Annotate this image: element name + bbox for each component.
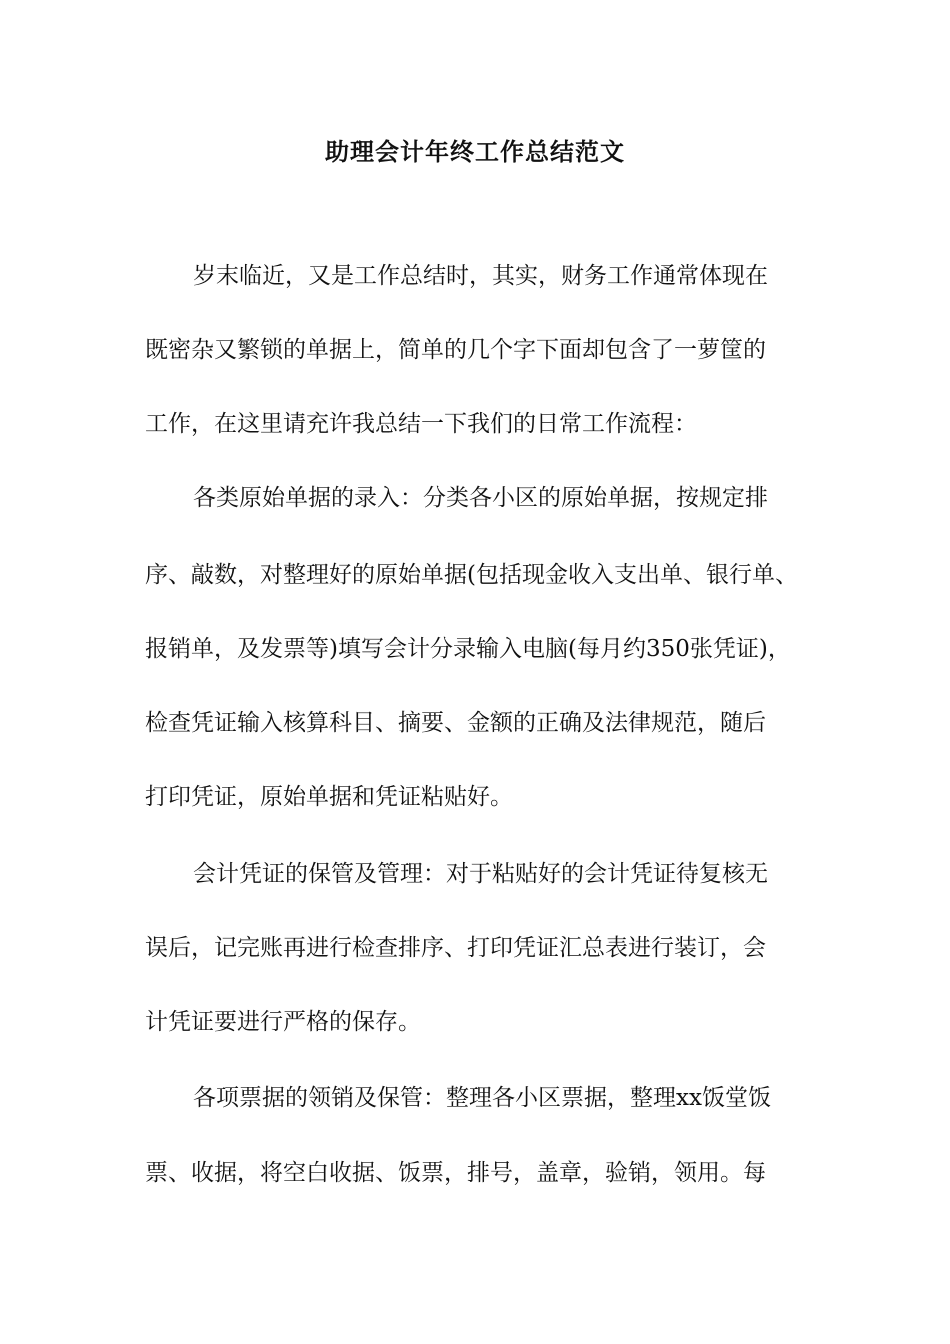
paragraph-line: 报销单，及发票等)填写会计分录输入电脑(每月约350张凭证)， — [145, 636, 791, 662]
paragraph-line: 检查凭证输入核算科目、摘要、金额的正确及法律规范，随后 — [145, 710, 766, 736]
paragraph-line: 工作，在这里请充许我总结一下我们的日常工作流程： — [145, 411, 697, 437]
paragraph-line: 各项票据的领销及保管：整理各小区票据，整理xx饭堂饭 — [193, 1085, 771, 1111]
paragraph-line: 岁末临近，又是工作总结时，其实，财务工作通常体现在 — [193, 263, 768, 289]
document-title: 助理会计年终工作总结范文 — [325, 137, 625, 166]
paragraph-line: 序、敲数，对整理好的原始单据(包括现金收入支出单、银行单、 — [145, 562, 798, 588]
paragraph-line: 既密杂又繁锁的单据上，简单的几个字下面却包含了一萝筐的 — [145, 337, 766, 363]
paragraph-line: 计凭证要进行严格的保存。 — [145, 1009, 421, 1035]
paragraph-line: 误后，记完账再进行检查排序、打印凭证汇总表进行装订，会 — [145, 935, 766, 961]
paragraph-line: 票、收据，将空白收据、饭票，排号，盖章，验销，领用。每 — [145, 1160, 766, 1186]
paragraph-line: 打印凭证，原始单据和凭证粘贴好。 — [145, 784, 513, 810]
paragraph-line: 各类原始单据的录入：分类各小区的原始单据，按规定排 — [193, 485, 768, 511]
paragraph-line: 会计凭证的保管及管理：对于粘贴好的会计凭证待复核无 — [193, 861, 768, 887]
